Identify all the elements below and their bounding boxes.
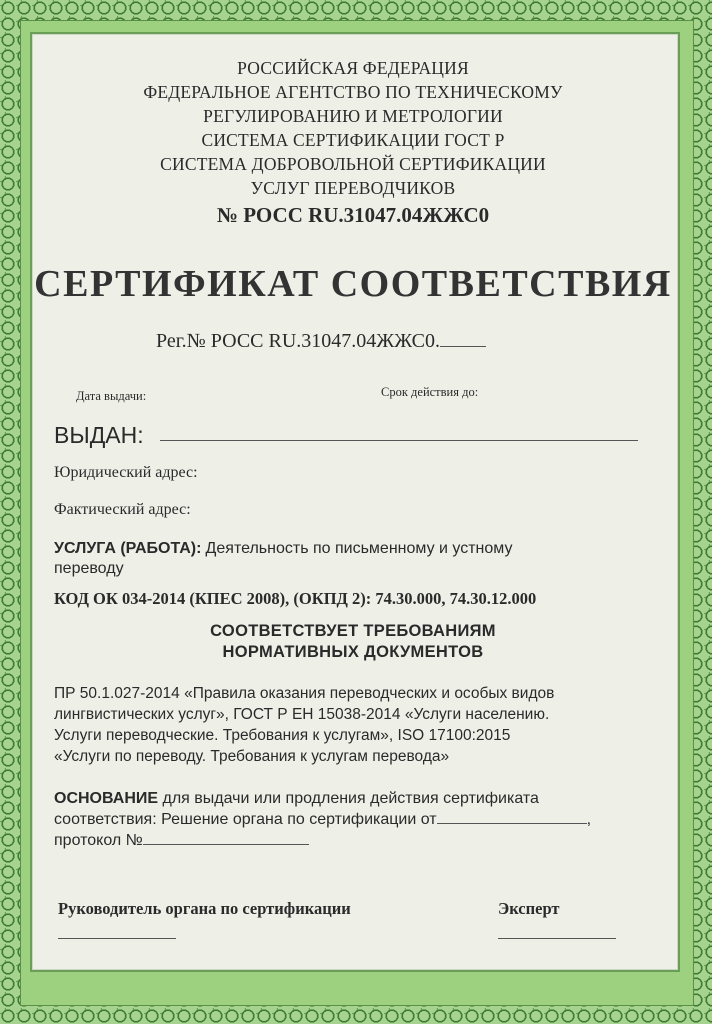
codes: КОД ОК 034-2014 (КПЕС 2008), (ОКПД 2): 74.30.000, 74.30.12.000 — [54, 589, 537, 608]
standards-line-2: лингвистических услуг», ГОСТ Р ЕН 15038-2014 «Услуги населению. — [54, 706, 550, 723]
protocol-blank — [143, 830, 309, 845]
legal-address-label: Юридический адрес: — [54, 464, 198, 481]
signature-head-label: Руководитель органа по сертификации — [58, 899, 351, 918]
basis-block: ОСНОВАНИЕ для выдачи или продления действия сертификата соответствия: Решение органа по сертификации от , протокол № — [54, 790, 592, 849]
header-line-4: СИСТЕМА СЕРТИФИКАЦИИ ГОСТ Р — [201, 130, 505, 150]
service-text: Деятельность по письменному и устному — [205, 540, 513, 557]
basis-text-2: соответствия: Решение органа по сертификации от — [54, 811, 437, 828]
signature-expert-line — [498, 938, 616, 939]
header-line-6: УСЛУГ ПЕРЕВОДЧИКОВ — [250, 178, 456, 198]
reg-number: Рег.№ РОСС RU.31047.04ЖЖС0. — [156, 330, 440, 352]
header-line-3: РЕГУЛИРОВАНИЮ И МЕТРОЛОГИИ — [203, 106, 503, 126]
basis-text-3: протокол № — [54, 832, 143, 849]
signature-head-line — [58, 938, 176, 939]
system-number: № РОСС RU.31047.04ЖЖС0 — [216, 203, 490, 227]
basis-text-1: для выдачи или продления действия сертификата — [162, 790, 539, 807]
header-line-5: СИСТЕМА ДОБРОВОЛЬНОЙ СЕРТИФИКАЦИИ — [160, 154, 546, 174]
standards-line-4: «Услуги по переводу. Требования к услугам перевода» — [54, 748, 450, 765]
actual-address-label: Фактический адрес: — [54, 501, 191, 518]
service-text-2: переводу — [54, 560, 124, 577]
certificate-title: СЕРТИФИКАТ СООТВЕТСТВИЯ — [34, 263, 672, 305]
conformity-line-2: НОРМАТИВНЫХ ДОКУМЕНТОВ — [222, 643, 484, 661]
standards-block — [54, 683, 554, 767]
standards-line-1: ПР 50.1.027-2014 «Правила оказания переводческих и особых видов — [54, 685, 555, 702]
conformity-line-1: СООТВЕТСТВУЕТ ТРЕБОВАНИЯМ — [210, 622, 496, 640]
service-row — [54, 538, 664, 558]
signature-expert-label: Эксперт — [498, 899, 560, 918]
standards-line-3: Услуги переводческие. Требования к услугам», ISO 17100:2015 — [54, 727, 511, 744]
basis-date-blank — [437, 809, 587, 824]
valid-until-label: Срок действия до: — [381, 385, 479, 399]
issued-line — [160, 440, 638, 441]
service-label: УСЛУГА (РАБОТА): — [54, 540, 202, 557]
reg-number-row — [156, 330, 576, 353]
issue-date-label: Дата выдачи: — [76, 389, 147, 403]
issued-label: ВЫДАН: — [54, 422, 144, 448]
basis-label: ОСНОВАНИЕ — [54, 790, 159, 807]
header-line-1: РОССИЙСКАЯ ФЕДЕРАЦИЯ — [237, 58, 469, 78]
header-line-2: ФЕДЕРАЛЬНОЕ АГЕНТСТВО ПО ТЕХНИЧЕСКОМУ — [143, 82, 563, 102]
reg-number-blank — [440, 330, 486, 347]
